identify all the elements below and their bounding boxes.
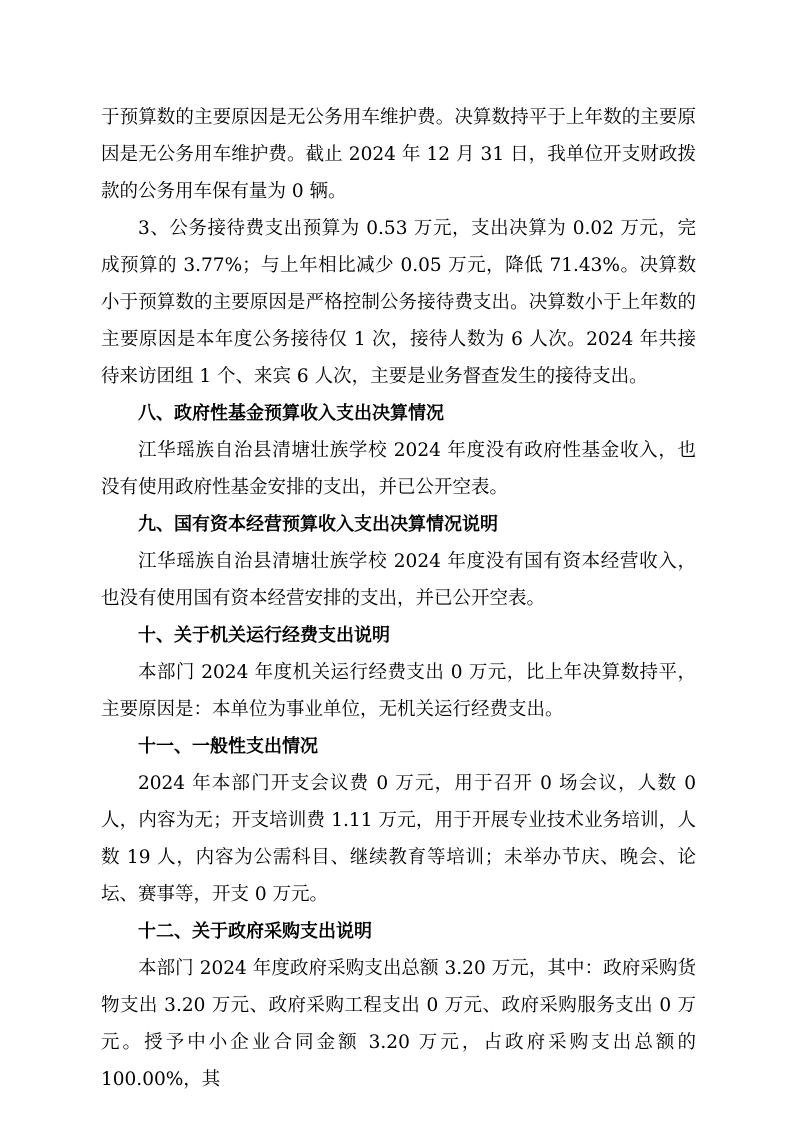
- paragraph-reception-expenses: 3、公务接待费支出预算为 0.53 万元，支出决算为 0.02 万元，完成预算的 3.77%；与上年相比减少 0.05 万元，降低 71.43%。决算数小于预算数的主要原因是严格控制公务接待费支出。决算数小于上年数的主要原因是本年度公务接待仅 1 次，接待人数为 6 人次。2024 年共接待来访团组 1 个、来宾 6 人次，主要是业务督查发生的接待支出。: [101, 218, 696, 387]
- paragraph-government-procurement: 本部门 2024 年度政府采购支出总额 3.20 万元，其中：政府采购货物支出 3.20 万元、政府采购工程支出 0 万元、政府采购服务支出 0 万元。授予中小企业合同金额 3.20 万元，占政府采购支出总额的 100.00%，其: [101, 958, 696, 1090]
- paragraph-general-expenditure: 2024 年本部门开支会议费 0 万元，用于召开 0 场会议，人数 0 人，内容为无；开支培训费 1.11 万元，用于开展专业技术业务培训，人数 19 人，内容为公需科目、继续教育等培训；未举办节庆、晚会、论坛、赛事等，开支 0 万元。: [101, 773, 696, 905]
- paragraph-operating-expenses: 本部门 2024 年度机关运行经费支出 0 万元，比上年决算数持平，主要原因是：本单位为事业单位，无机关运行经费支出。: [101, 662, 696, 720]
- document-body: [101, 99, 696, 1098]
- heading-operating-expenses: 十、关于机关运行经费支出说明: [138, 625, 390, 646]
- heading-government-procurement: 十二、关于政府采购支出说明: [138, 921, 372, 942]
- heading-state-capital: 九、国有资本经营预算收入支出决算情况说明: [138, 514, 498, 535]
- paragraph-government-fund: 江华瑶族自治县清塘壮族学校 2024 年度没有政府性基金收入，也没有使用政府性基金安排的支出，并已公开空表。: [101, 440, 696, 498]
- heading-government-fund: 八、政府性基金预算收入支出决算情况: [138, 403, 444, 424]
- paragraph-state-capital: 江华瑶族自治县清塘壮族学校 2024 年度没有国有资本经营收入，也没有使用国有资本经营安排的支出，并已公开空表。: [101, 551, 696, 609]
- heading-general-expenditure: 十一、一般性支出情况: [138, 736, 318, 757]
- paragraph-vehicle-maintenance: 于预算数的主要原因是无公务用车维护费。决算数持平于上年数的主要原因是无公务用车维护费。截止 2024 年 12 月 31 日，我单位开支财政拨款的公务用车保有量为 0 辆。: [101, 107, 696, 202]
